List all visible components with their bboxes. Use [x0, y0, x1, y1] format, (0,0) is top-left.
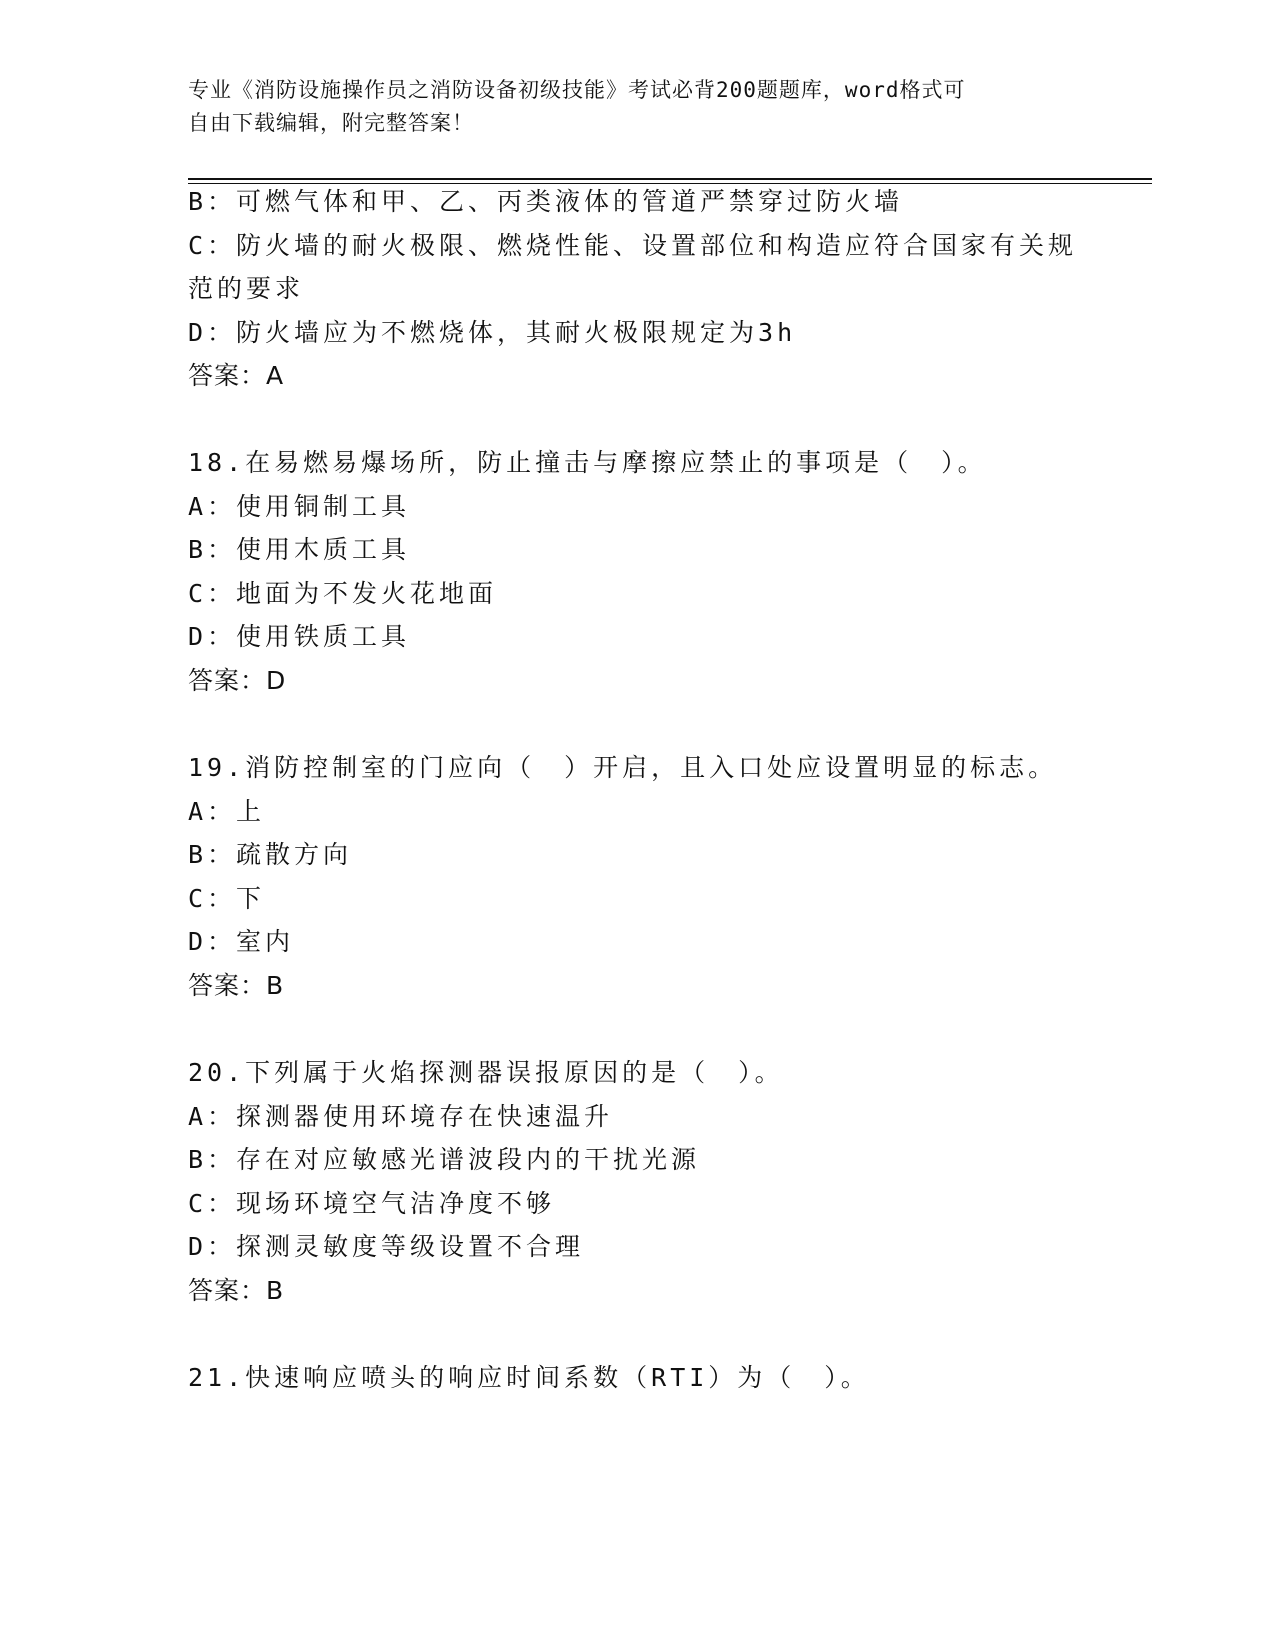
header-title-line-1: 专业《消防设施操作员之消防设备初级技能》考试必背200题题库，word格式可 [188, 78, 966, 102]
question-19-option-b: B：疏散方向 [188, 840, 353, 869]
question-18-answer: 答案：D [188, 666, 287, 695]
prev-question-option-c: C：防火墙的耐火极限、燃烧性能、设置部位和构造应符合国家有关规 [188, 231, 1078, 260]
prev-question-option-c-continued: 范的要求 [188, 274, 305, 303]
header-title-line-2: 自由下载编辑，附完整答案！ [188, 111, 474, 135]
question-19-answer: 答案：B [188, 971, 285, 1000]
question-21-stem: 21.快速响应喷头的响应时间系数（RTI）为（ ）。 [188, 1363, 870, 1392]
question-18-option-c: C：地面为不发火花地面 [188, 579, 498, 608]
question-19-option-d: D：室内 [188, 927, 295, 956]
question-20-option-c: C：现场环境空气洁净度不够 [188, 1189, 556, 1218]
question-18-option-a: A：使用铜制工具 [188, 492, 411, 521]
prev-question-option-b: B：可燃气体和甲、乙、丙类液体的管道严禁穿过防火墙 [188, 187, 904, 216]
question-18-option-d: D：使用铁质工具 [188, 622, 411, 651]
header-divider-thin [188, 183, 1152, 184]
question-18-option-b: B：使用木质工具 [188, 535, 411, 564]
prev-question-answer: 答案：A [188, 361, 285, 390]
question-19-stem: 19.消防控制室的门应向（ ）开启，且入口处应设置明显的标志。 [188, 753, 1058, 782]
question-20-stem: 20.下列属于火焰探测器误报原因的是（ ）。 [188, 1058, 784, 1087]
question-20-option-d: D：探测灵敏度等级设置不合理 [188, 1232, 585, 1261]
question-19-option-c: C：下 [188, 884, 266, 913]
question-18-stem: 18.在易燃易爆场所，防止撞击与摩擦应禁止的事项是（ ）。 [188, 448, 987, 477]
question-20-option-a: A：探测器使用环境存在快速温升 [188, 1102, 614, 1131]
question-19-option-a: A：上 [188, 797, 266, 826]
question-20-answer: 答案：B [188, 1276, 285, 1305]
document-header [188, 74, 1068, 140]
header-divider-thick [188, 178, 1152, 180]
question-20-option-b: B：存在对应敏感光谱波段内的干扰光源 [188, 1145, 701, 1174]
prev-question-option-d: D：防火墙应为不燃烧体，其耐火极限规定为3h [188, 318, 797, 347]
